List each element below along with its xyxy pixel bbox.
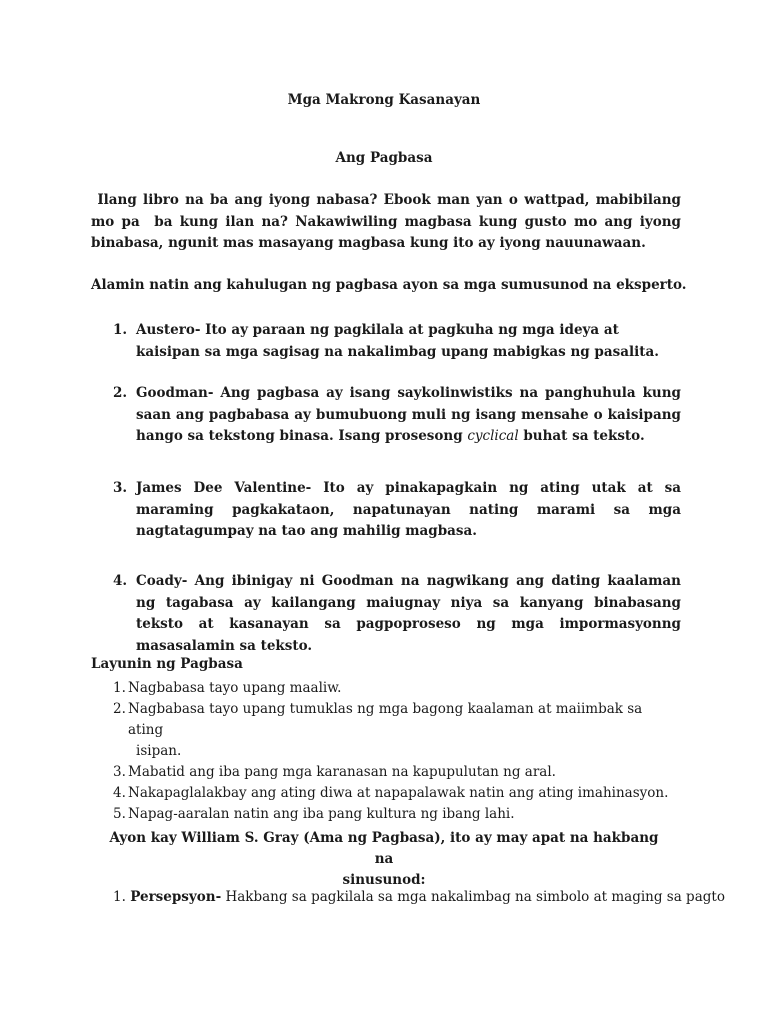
expert-number: 3.	[113, 480, 128, 496]
goal-item	[113, 804, 673, 825]
gray-heading-line: Ayon kay William S. Gray (Ama ng Pagbasa), ito ay may apat na hakbang na	[109, 830, 659, 867]
goal-item	[113, 699, 673, 741]
goal-text: Nagbabasa tayo upang tumuklas ng mga bagong kaalaman at maiimbak sa ating	[128, 701, 643, 738]
goal-item	[113, 783, 673, 804]
expert-item	[113, 478, 681, 543]
expert-text-part: buhat sa teksto.	[518, 428, 645, 444]
goal-item	[113, 762, 673, 783]
goal-number: 1.	[113, 680, 126, 696]
expert-text-italic: cyclical	[467, 428, 519, 444]
intro-lead: Alamin natin ang kahulugan ng pagbasa ayon sa mga sumusunod na eksperto.	[91, 277, 687, 293]
gray-heading	[100, 828, 668, 891]
expert-item	[113, 383, 681, 448]
goal-item	[113, 678, 673, 699]
expert-text: Austero- Ito ay paraan ng pagkilala at pagkuha ng mga ideya at kaisipan sa mga sagisag na nakalimbag upang mabigkas ng pasalita.	[136, 322, 659, 360]
goal-text: Mabatid ang iba pang mga karanasan na kapupulutan ng aral.	[128, 764, 556, 780]
goal-text-continued: isipan.	[136, 743, 182, 759]
step-term: Persepsyon-	[130, 889, 222, 905]
goal-text: Nagbabasa tayo upang maaliw.	[128, 680, 342, 696]
section-subtitle: Ang Pagbasa	[335, 150, 433, 166]
goals-list	[113, 678, 673, 825]
goal-number: 2.	[113, 701, 126, 717]
step-text: Hakbang sa pagkilala sa mga nakalimbag na simbolo at maging sa pagto	[221, 889, 725, 905]
expert-text: James Dee Valentine- Ito ay pinakapagkain ng ating utak at sa maraming pagkakataon, napatunayan nating marami sa mga nagtatagumpay na tao ang mahilig magbasa.	[136, 480, 681, 539]
gray-heading-line: sinusunod:	[342, 872, 426, 888]
goal-number: 3.	[113, 764, 126, 780]
goal-number: 4.	[113, 785, 126, 801]
goal-text: Napag-aaralan natin ang iba pang kultura ng ibang lahi.	[128, 806, 515, 822]
step-number: 1.	[113, 889, 126, 905]
goal-text: Nakapaglalakbay ang ating diwa at napapalawak natin ang ating imahinasyon.	[128, 785, 669, 801]
expert-number: 4.	[113, 573, 128, 589]
expert-item	[113, 320, 681, 363]
expert-text	[136, 383, 681, 448]
expert-text: Coady- Ang ibinigay ni Goodman na nagwikang ang dating kaalaman ng tagabasa ay kailangang maiugnay niya sa kanyang binabasang teksto at kasanayan sa pagpoproseso ng mga impormasyonng masasalamin sa teksto.	[136, 573, 681, 654]
document-title: Mga Makrong Kasanayan	[287, 92, 481, 108]
expert-number: 1.	[113, 322, 128, 338]
expert-item	[113, 571, 681, 657]
step-item	[113, 889, 725, 905]
intro-paragraph: Ilang libro na ba ang iyong nabasa? Ebook man yan o wattpad, mabibilang mo pa ba kung ilan na? Nakawiwiling magbasa kung gusto mo ang iyong binabasa, ngunit mas masayang magbasa kung ito ay iyong nauunawaan.	[91, 192, 686, 251]
goals-title: Layunin ng Pagbasa	[91, 656, 243, 672]
expert-number: 2.	[113, 385, 128, 401]
expert-text-part: Goodman- Ang pagbasa ay isang saykolinwistiks na panghuhula kung saan ang pagbabasa ay bumubuong muli ng isang mensahe o kaisipang hango sa tekstong binasa. Isang prosesong	[136, 385, 681, 444]
goal-number: 5.	[113, 806, 126, 822]
